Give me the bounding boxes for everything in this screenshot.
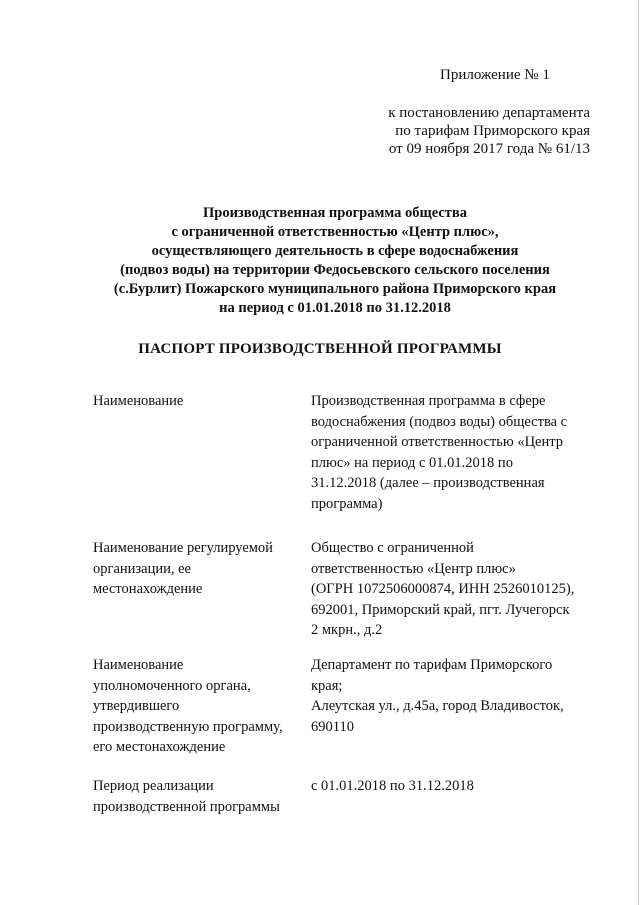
- row-label-authority: [93, 655, 283, 758]
- value-line: водоснабжения (подвоз воды) общества с: [311, 413, 568, 430]
- label-line: утвердившего: [93, 698, 180, 714]
- value-line: края;: [311, 677, 343, 694]
- value-line: 690110: [311, 718, 354, 735]
- value-line: (ОГРН 1072506000874, ИНН 2526010125),: [311, 581, 575, 597]
- passport-heading: ПАСПОРТ ПРОИЗВОДСТВЕННОЙ ПРОГРАММЫ: [138, 341, 502, 357]
- appendix-line: по тарифам Приморского края: [395, 123, 590, 139]
- label-line: его местонахождение: [93, 739, 226, 755]
- title-line: на период с 01.01.2018 по 31.12.2018: [219, 300, 451, 316]
- appendix-reference: [388, 104, 590, 158]
- value-line: ответственностью «Центр плюс»: [311, 560, 516, 577]
- title-line: с ограниченной ответственностью «Центр плюс»,: [171, 224, 499, 240]
- value-line: 31.12.2018 (далее – производственная: [311, 475, 545, 491]
- value-line: плюс» на период с 01.01.2018 по: [311, 454, 513, 471]
- scan-edge-line: [638, 0, 639, 905]
- label-line: производственной программы: [93, 798, 280, 815]
- label-line: организации, ее: [93, 560, 191, 577]
- document-title: [70, 204, 600, 318]
- label-line: Наименование регулируемой: [93, 540, 273, 556]
- value-line: Общество с ограниченной: [311, 540, 474, 556]
- value-line: Алеутская ул., д.45а, город Владивосток,: [311, 698, 564, 714]
- value-line: 692001, Приморский край, пгт. Лучегорск: [311, 601, 570, 618]
- row-value-organization: [311, 538, 574, 641]
- title-line: (с.Бурлит) Пожарского муниципального района Приморского края: [113, 281, 557, 297]
- appendix-line: к постановлению департамента: [388, 105, 590, 121]
- value-line: Департамент по тарифам Приморского: [311, 657, 553, 673]
- label-line: производственную программу,: [93, 718, 283, 735]
- value-line: программа): [311, 495, 383, 512]
- value-line: 2 мкрн., д.2: [311, 622, 383, 638]
- row-value-period: [311, 776, 474, 797]
- appendix-number: Приложение № 1: [440, 67, 550, 83]
- row-label-period: [93, 776, 280, 817]
- title-line: осуществляющего деятельность в сфере водоснабжения: [151, 243, 519, 259]
- row-value-authority: [311, 655, 564, 737]
- title-line: Производственная программа общества: [202, 205, 468, 221]
- value-line: Производственная программа в сфере: [311, 393, 546, 409]
- label-line: местонахождение: [93, 581, 203, 597]
- label-line: уполномоченного органа,: [93, 677, 251, 694]
- appendix-line: от 09 ноября 2017 года № 61/13: [388, 141, 590, 157]
- label-line: Наименование: [93, 657, 184, 673]
- row-label-name: [93, 391, 183, 412]
- row-value-name: [311, 391, 567, 514]
- label-line: Наименование: [93, 393, 184, 409]
- row-label-organization: [93, 538, 273, 600]
- value-line: ограниченной ответственностью «Центр: [311, 434, 564, 450]
- title-line: (подвоз воды) на территории Федосьевского сельского поселения: [120, 262, 550, 278]
- label-line: Период реализации: [93, 778, 214, 794]
- value-line: с 01.01.2018 по 31.12.2018: [311, 778, 474, 794]
